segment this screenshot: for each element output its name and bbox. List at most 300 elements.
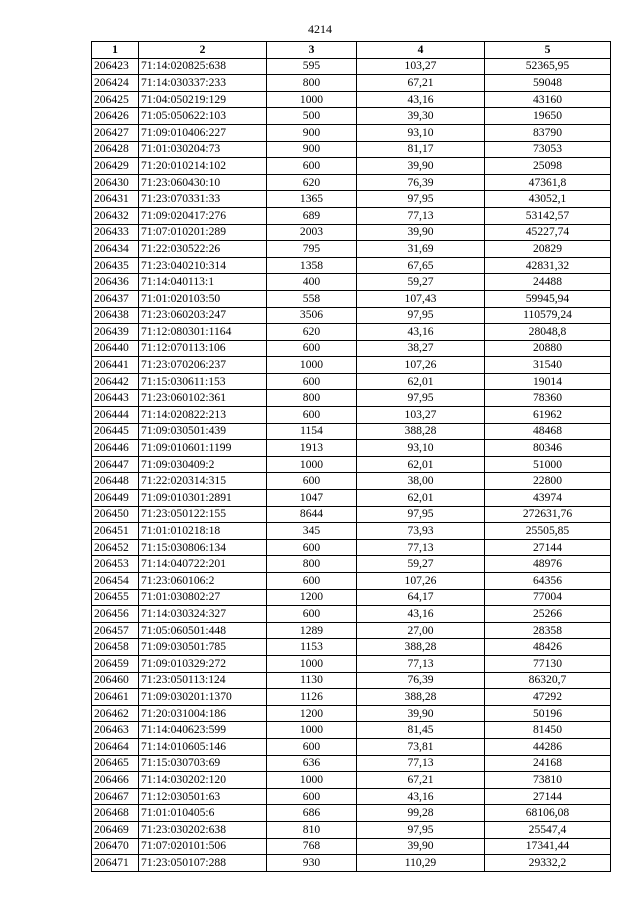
cell-area: 600 (267, 340, 357, 357)
column-header-4: 4 (357, 42, 485, 59)
table-row (92, 340, 611, 357)
cell-row-id: 206442 (92, 373, 139, 390)
cell-amount: 43052,1 (485, 191, 611, 208)
table-row (92, 506, 611, 523)
cell-cadastral-number: 71:01:020103:50 (139, 290, 267, 307)
table-row (92, 290, 611, 307)
cell-cadastral-number: 71:23:030202:638 (139, 821, 267, 838)
table-row (92, 855, 611, 872)
cell-rate: 97,95 (357, 390, 485, 407)
cell-amount: 25098 (485, 158, 611, 175)
cell-row-id: 206453 (92, 556, 139, 573)
cell-area: 1913 (267, 440, 357, 457)
cell-cadastral-number: 71:14:030324:327 (139, 606, 267, 623)
cell-row-id: 206446 (92, 440, 139, 457)
cell-rate: 110,29 (357, 855, 485, 872)
cell-area: 1126 (267, 689, 357, 706)
cell-rate: 76,39 (357, 672, 485, 689)
cell-row-id: 206455 (92, 589, 139, 606)
cell-area: 1130 (267, 672, 357, 689)
cell-rate: 107,43 (357, 290, 485, 307)
table-row (92, 755, 611, 772)
cell-rate: 97,95 (357, 506, 485, 523)
cell-rate: 64,17 (357, 589, 485, 606)
cell-row-id: 206444 (92, 407, 139, 424)
cell-row-id: 206452 (92, 539, 139, 556)
cell-row-id: 206432 (92, 207, 139, 224)
cell-amount: 83790 (485, 124, 611, 141)
cell-amount: 47292 (485, 689, 611, 706)
table-row (92, 556, 611, 573)
cell-rate: 43,16 (357, 324, 485, 341)
cell-row-id: 206454 (92, 573, 139, 590)
table-row (92, 838, 611, 855)
table-row (92, 456, 611, 473)
cell-amount: 73053 (485, 141, 611, 158)
cell-cadastral-number: 71:09:030501:439 (139, 423, 267, 440)
table-row (92, 523, 611, 540)
cell-amount: 27144 (485, 539, 611, 556)
cell-cadastral-number: 71:15:030703:69 (139, 755, 267, 772)
cell-rate: 77,13 (357, 539, 485, 556)
cell-rate: 93,10 (357, 124, 485, 141)
cell-rate: 43,16 (357, 606, 485, 623)
cell-cadastral-number: 71:09:010406:227 (139, 124, 267, 141)
cell-row-id: 206463 (92, 722, 139, 739)
cell-rate: 39,30 (357, 108, 485, 125)
table-row (92, 805, 611, 822)
cell-row-id: 206437 (92, 290, 139, 307)
cell-amount: 48976 (485, 556, 611, 573)
table-row (92, 407, 611, 424)
table-row (92, 440, 611, 457)
cell-rate: 59,27 (357, 274, 485, 291)
cell-area: 1000 (267, 722, 357, 739)
cell-cadastral-number: 71:22:030522:26 (139, 241, 267, 258)
cell-row-id: 206462 (92, 705, 139, 722)
cell-rate: 43,16 (357, 788, 485, 805)
cell-amount: 24488 (485, 274, 611, 291)
cell-area: 600 (267, 473, 357, 490)
table-row (92, 191, 611, 208)
table-row (92, 158, 611, 175)
cell-row-id: 206424 (92, 75, 139, 92)
table-row (92, 241, 611, 258)
cell-rate: 73,81 (357, 738, 485, 755)
cell-rate: 77,13 (357, 655, 485, 672)
data-table (91, 41, 611, 872)
cell-row-id: 206430 (92, 174, 139, 191)
cell-row-id: 206441 (92, 357, 139, 374)
cell-rate: 38,00 (357, 473, 485, 490)
cell-row-id: 206425 (92, 91, 139, 108)
cell-area: 1289 (267, 622, 357, 639)
cell-cadastral-number: 71:09:010601:1199 (139, 440, 267, 457)
cell-row-id: 206433 (92, 224, 139, 241)
cell-area: 1153 (267, 639, 357, 656)
cell-cadastral-number: 71:09:010329:272 (139, 655, 267, 672)
cell-rate: 67,65 (357, 257, 485, 274)
cell-cadastral-number: 71:23:070206:237 (139, 357, 267, 374)
cell-amount: 110579,24 (485, 307, 611, 324)
cell-amount: 20829 (485, 241, 611, 258)
cell-row-id: 206449 (92, 490, 139, 507)
cell-area: 8644 (267, 506, 357, 523)
cell-area: 3506 (267, 307, 357, 324)
cell-amount: 52365,95 (485, 58, 611, 75)
cell-rate: 97,95 (357, 821, 485, 838)
table-row (92, 58, 611, 75)
cell-rate: 99,28 (357, 805, 485, 822)
cell-cadastral-number: 71:12:030501:63 (139, 788, 267, 805)
table-row (92, 373, 611, 390)
cell-amount: 31540 (485, 357, 611, 374)
cell-rate: 39,90 (357, 224, 485, 241)
table-row (92, 423, 611, 440)
cell-amount: 73810 (485, 772, 611, 789)
cell-amount: 68106,08 (485, 805, 611, 822)
cell-row-id: 206460 (92, 672, 139, 689)
cell-row-id: 206459 (92, 655, 139, 672)
cell-rate: 39,90 (357, 158, 485, 175)
cell-cadastral-number: 71:14:010605:146 (139, 738, 267, 755)
cell-rate: 67,21 (357, 772, 485, 789)
table-row (92, 772, 611, 789)
table-row (92, 788, 611, 805)
cell-rate: 107,26 (357, 357, 485, 374)
cell-rate: 27,00 (357, 622, 485, 639)
cell-amount: 48468 (485, 423, 611, 440)
cell-rate: 107,26 (357, 573, 485, 590)
cell-area: 600 (267, 158, 357, 175)
cell-cadastral-number: 71:05:060501:448 (139, 622, 267, 639)
page-number: 4214 (308, 22, 332, 36)
cell-cadastral-number: 71:23:060430:10 (139, 174, 267, 191)
cell-rate: 103,27 (357, 58, 485, 75)
cell-amount: 44286 (485, 738, 611, 755)
cell-row-id: 206458 (92, 639, 139, 656)
cell-area: 930 (267, 855, 357, 872)
cell-cadastral-number: 71:23:050113:124 (139, 672, 267, 689)
cell-area: 620 (267, 324, 357, 341)
cell-area: 900 (267, 141, 357, 158)
cell-area: 600 (267, 373, 357, 390)
cell-rate: 93,10 (357, 440, 485, 457)
cell-rate: 31,69 (357, 241, 485, 258)
cell-amount: 80346 (485, 440, 611, 457)
cell-amount: 48426 (485, 639, 611, 656)
table-row (92, 207, 611, 224)
cell-amount: 50196 (485, 705, 611, 722)
cell-rate: 38,27 (357, 340, 485, 357)
table-header-row (92, 42, 611, 59)
cell-row-id: 206443 (92, 390, 139, 407)
cell-row-id: 206445 (92, 423, 139, 440)
cell-area: 595 (267, 58, 357, 75)
cell-amount: 28358 (485, 622, 611, 639)
table-row (92, 821, 611, 838)
cell-row-id: 206461 (92, 689, 139, 706)
cell-row-id: 206440 (92, 340, 139, 357)
cell-rate: 43,16 (357, 91, 485, 108)
cell-row-id: 206456 (92, 606, 139, 623)
table-row (92, 539, 611, 556)
cell-area: 1200 (267, 589, 357, 606)
cell-rate: 77,13 (357, 755, 485, 772)
cell-row-id: 206435 (92, 257, 139, 274)
cell-rate: 73,93 (357, 523, 485, 540)
cell-area: 620 (267, 174, 357, 191)
cell-amount: 25266 (485, 606, 611, 623)
cell-rate: 97,95 (357, 307, 485, 324)
cell-area: 686 (267, 805, 357, 822)
column-header-5: 5 (485, 42, 611, 59)
table-row (92, 91, 611, 108)
cell-area: 800 (267, 556, 357, 573)
cell-cadastral-number: 71:01:030802:27 (139, 589, 267, 606)
table-row (92, 174, 611, 191)
cell-cadastral-number: 71:14:020825:638 (139, 58, 267, 75)
cell-amount: 77004 (485, 589, 611, 606)
cell-area: 1000 (267, 772, 357, 789)
cell-area: 1358 (267, 257, 357, 274)
cell-row-id: 206457 (92, 622, 139, 639)
cell-amount: 43974 (485, 490, 611, 507)
cell-row-id: 206450 (92, 506, 139, 523)
cell-cadastral-number: 71:12:070113:106 (139, 340, 267, 357)
table-row (92, 75, 611, 92)
cell-area: 600 (267, 573, 357, 590)
cell-amount: 29332,2 (485, 855, 611, 872)
cell-rate: 388,28 (357, 689, 485, 706)
cell-area: 500 (267, 108, 357, 125)
cell-cadastral-number: 71:23:050122:155 (139, 506, 267, 523)
table-row (92, 224, 611, 241)
cell-area: 689 (267, 207, 357, 224)
cell-amount: 17341,44 (485, 838, 611, 855)
cell-area: 1000 (267, 357, 357, 374)
table-row (92, 573, 611, 590)
table-row (92, 257, 611, 274)
table-row (92, 606, 611, 623)
cell-cadastral-number: 71:07:020101:506 (139, 838, 267, 855)
cell-cadastral-number: 71:23:040210:314 (139, 257, 267, 274)
cell-area: 600 (267, 407, 357, 424)
cell-amount: 20880 (485, 340, 611, 357)
cell-cadastral-number: 71:23:060102:361 (139, 390, 267, 407)
cell-row-id: 206448 (92, 473, 139, 490)
cell-row-id: 206466 (92, 772, 139, 789)
cell-cadastral-number: 71:09:020417:276 (139, 207, 267, 224)
cell-amount: 42831,32 (485, 257, 611, 274)
cell-cadastral-number: 71:22:020314:315 (139, 473, 267, 490)
cell-amount: 43160 (485, 91, 611, 108)
column-header-1: 1 (92, 42, 139, 59)
cell-amount: 53142,57 (485, 207, 611, 224)
cell-cadastral-number: 71:14:030337:233 (139, 75, 267, 92)
cell-area: 768 (267, 838, 357, 855)
cell-cadastral-number: 71:14:020822:213 (139, 407, 267, 424)
cell-rate: 81,17 (357, 141, 485, 158)
cell-amount: 86320,7 (485, 672, 611, 689)
table-row (92, 473, 611, 490)
cell-area: 800 (267, 75, 357, 92)
table-row (92, 307, 611, 324)
cell-row-id: 206427 (92, 124, 139, 141)
cell-rate: 388,28 (357, 423, 485, 440)
cell-amount: 78360 (485, 390, 611, 407)
cell-rate: 62,01 (357, 456, 485, 473)
cell-amount: 59945,94 (485, 290, 611, 307)
cell-rate: 59,27 (357, 556, 485, 573)
cell-area: 345 (267, 523, 357, 540)
cell-area: 600 (267, 539, 357, 556)
cell-cadastral-number: 71:12:080301:1164 (139, 324, 267, 341)
cell-row-id: 206428 (92, 141, 139, 158)
cell-cadastral-number: 71:20:010214:102 (139, 158, 267, 175)
cell-cadastral-number: 71:15:030806:134 (139, 539, 267, 556)
column-header-2: 2 (139, 42, 267, 59)
cell-row-id: 206470 (92, 838, 139, 855)
cell-cadastral-number: 71:14:040722:201 (139, 556, 267, 573)
cell-cadastral-number: 71:01:010405:6 (139, 805, 267, 822)
cell-cadastral-number: 71:01:030204:73 (139, 141, 267, 158)
cell-row-id: 206465 (92, 755, 139, 772)
table-row (92, 738, 611, 755)
cell-rate: 67,21 (357, 75, 485, 92)
cell-amount: 272631,76 (485, 506, 611, 523)
cell-area: 1154 (267, 423, 357, 440)
cell-row-id: 206436 (92, 274, 139, 291)
cell-area: 1000 (267, 91, 357, 108)
table-row (92, 705, 611, 722)
table-body (92, 58, 611, 871)
cell-area: 400 (267, 274, 357, 291)
table-row (92, 490, 611, 507)
cell-row-id: 206434 (92, 241, 139, 258)
table-row (92, 141, 611, 158)
cell-amount: 59048 (485, 75, 611, 92)
cell-area: 2003 (267, 224, 357, 241)
table-row (92, 672, 611, 689)
table-row (92, 357, 611, 374)
cell-area: 636 (267, 755, 357, 772)
cell-amount: 19014 (485, 373, 611, 390)
cell-area: 800 (267, 390, 357, 407)
cell-amount: 45227,74 (485, 224, 611, 241)
cell-area: 900 (267, 124, 357, 141)
cell-rate: 97,95 (357, 191, 485, 208)
cell-amount: 64356 (485, 573, 611, 590)
cell-rate: 62,01 (357, 373, 485, 390)
table-row (92, 274, 611, 291)
cell-rate: 62,01 (357, 490, 485, 507)
cell-cadastral-number: 71:09:030409:2 (139, 456, 267, 473)
cell-rate: 103,27 (357, 407, 485, 424)
cell-row-id: 206468 (92, 805, 139, 822)
table-row (92, 589, 611, 606)
cell-rate: 77,13 (357, 207, 485, 224)
table-row (92, 390, 611, 407)
cell-area: 1047 (267, 490, 357, 507)
cell-cadastral-number: 71:14:040623:599 (139, 722, 267, 739)
cell-amount: 61962 (485, 407, 611, 424)
cell-area: 1365 (267, 191, 357, 208)
cell-row-id: 206426 (92, 108, 139, 125)
cell-cadastral-number: 71:09:030201:1370 (139, 689, 267, 706)
cell-cadastral-number: 71:05:050622:103 (139, 108, 267, 125)
cell-amount: 25547,4 (485, 821, 611, 838)
cell-rate: 76,39 (357, 174, 485, 191)
table-row (92, 689, 611, 706)
cell-cadastral-number: 71:01:010218:18 (139, 523, 267, 540)
cell-cadastral-number: 71:04:050219:129 (139, 91, 267, 108)
cell-row-id: 206469 (92, 821, 139, 838)
cell-cadastral-number: 71:23:060106:2 (139, 573, 267, 590)
cell-cadastral-number: 71:07:010201:289 (139, 224, 267, 241)
cell-area: 600 (267, 788, 357, 805)
cell-amount: 81450 (485, 722, 611, 739)
cell-amount: 47361,8 (485, 174, 611, 191)
cell-area: 1000 (267, 456, 357, 473)
cell-row-id: 206467 (92, 788, 139, 805)
cell-amount: 51000 (485, 456, 611, 473)
table-row (92, 108, 611, 125)
table-row (92, 722, 611, 739)
cell-rate: 388,28 (357, 639, 485, 656)
cell-rate: 81,45 (357, 722, 485, 739)
cell-cadastral-number: 71:09:030501:785 (139, 639, 267, 656)
cell-row-id: 206429 (92, 158, 139, 175)
table-row (92, 622, 611, 639)
cell-amount: 24168 (485, 755, 611, 772)
cell-row-id: 206471 (92, 855, 139, 872)
table-row (92, 655, 611, 672)
cell-amount: 28048,8 (485, 324, 611, 341)
cell-amount: 19650 (485, 108, 611, 125)
cell-cadastral-number: 71:09:010301:2891 (139, 490, 267, 507)
cell-area: 795 (267, 241, 357, 258)
cell-area: 558 (267, 290, 357, 307)
cell-cadastral-number: 71:23:060203:247 (139, 307, 267, 324)
cell-row-id: 206438 (92, 307, 139, 324)
cell-area: 600 (267, 606, 357, 623)
cell-cadastral-number: 71:23:070331:33 (139, 191, 267, 208)
cell-row-id: 206431 (92, 191, 139, 208)
cell-row-id: 206451 (92, 523, 139, 540)
cell-amount: 77130 (485, 655, 611, 672)
cell-cadastral-number: 71:20:031004:186 (139, 705, 267, 722)
cell-area: 1000 (267, 655, 357, 672)
cell-cadastral-number: 71:14:040113:1 (139, 274, 267, 291)
cell-area: 1200 (267, 705, 357, 722)
cell-amount: 27144 (485, 788, 611, 805)
cell-amount: 25505,85 (485, 523, 611, 540)
cell-row-id: 206447 (92, 456, 139, 473)
cell-area: 600 (267, 738, 357, 755)
table-row (92, 324, 611, 341)
cell-cadastral-number: 71:23:050107:288 (139, 855, 267, 872)
cell-row-id: 206423 (92, 58, 139, 75)
table-row (92, 124, 611, 141)
column-header-3: 3 (267, 42, 357, 59)
cell-cadastral-number: 71:14:030202:120 (139, 772, 267, 789)
cell-amount: 22800 (485, 473, 611, 490)
table-row (92, 639, 611, 656)
cell-row-id: 206439 (92, 324, 139, 341)
cell-area: 810 (267, 821, 357, 838)
cell-rate: 39,90 (357, 705, 485, 722)
